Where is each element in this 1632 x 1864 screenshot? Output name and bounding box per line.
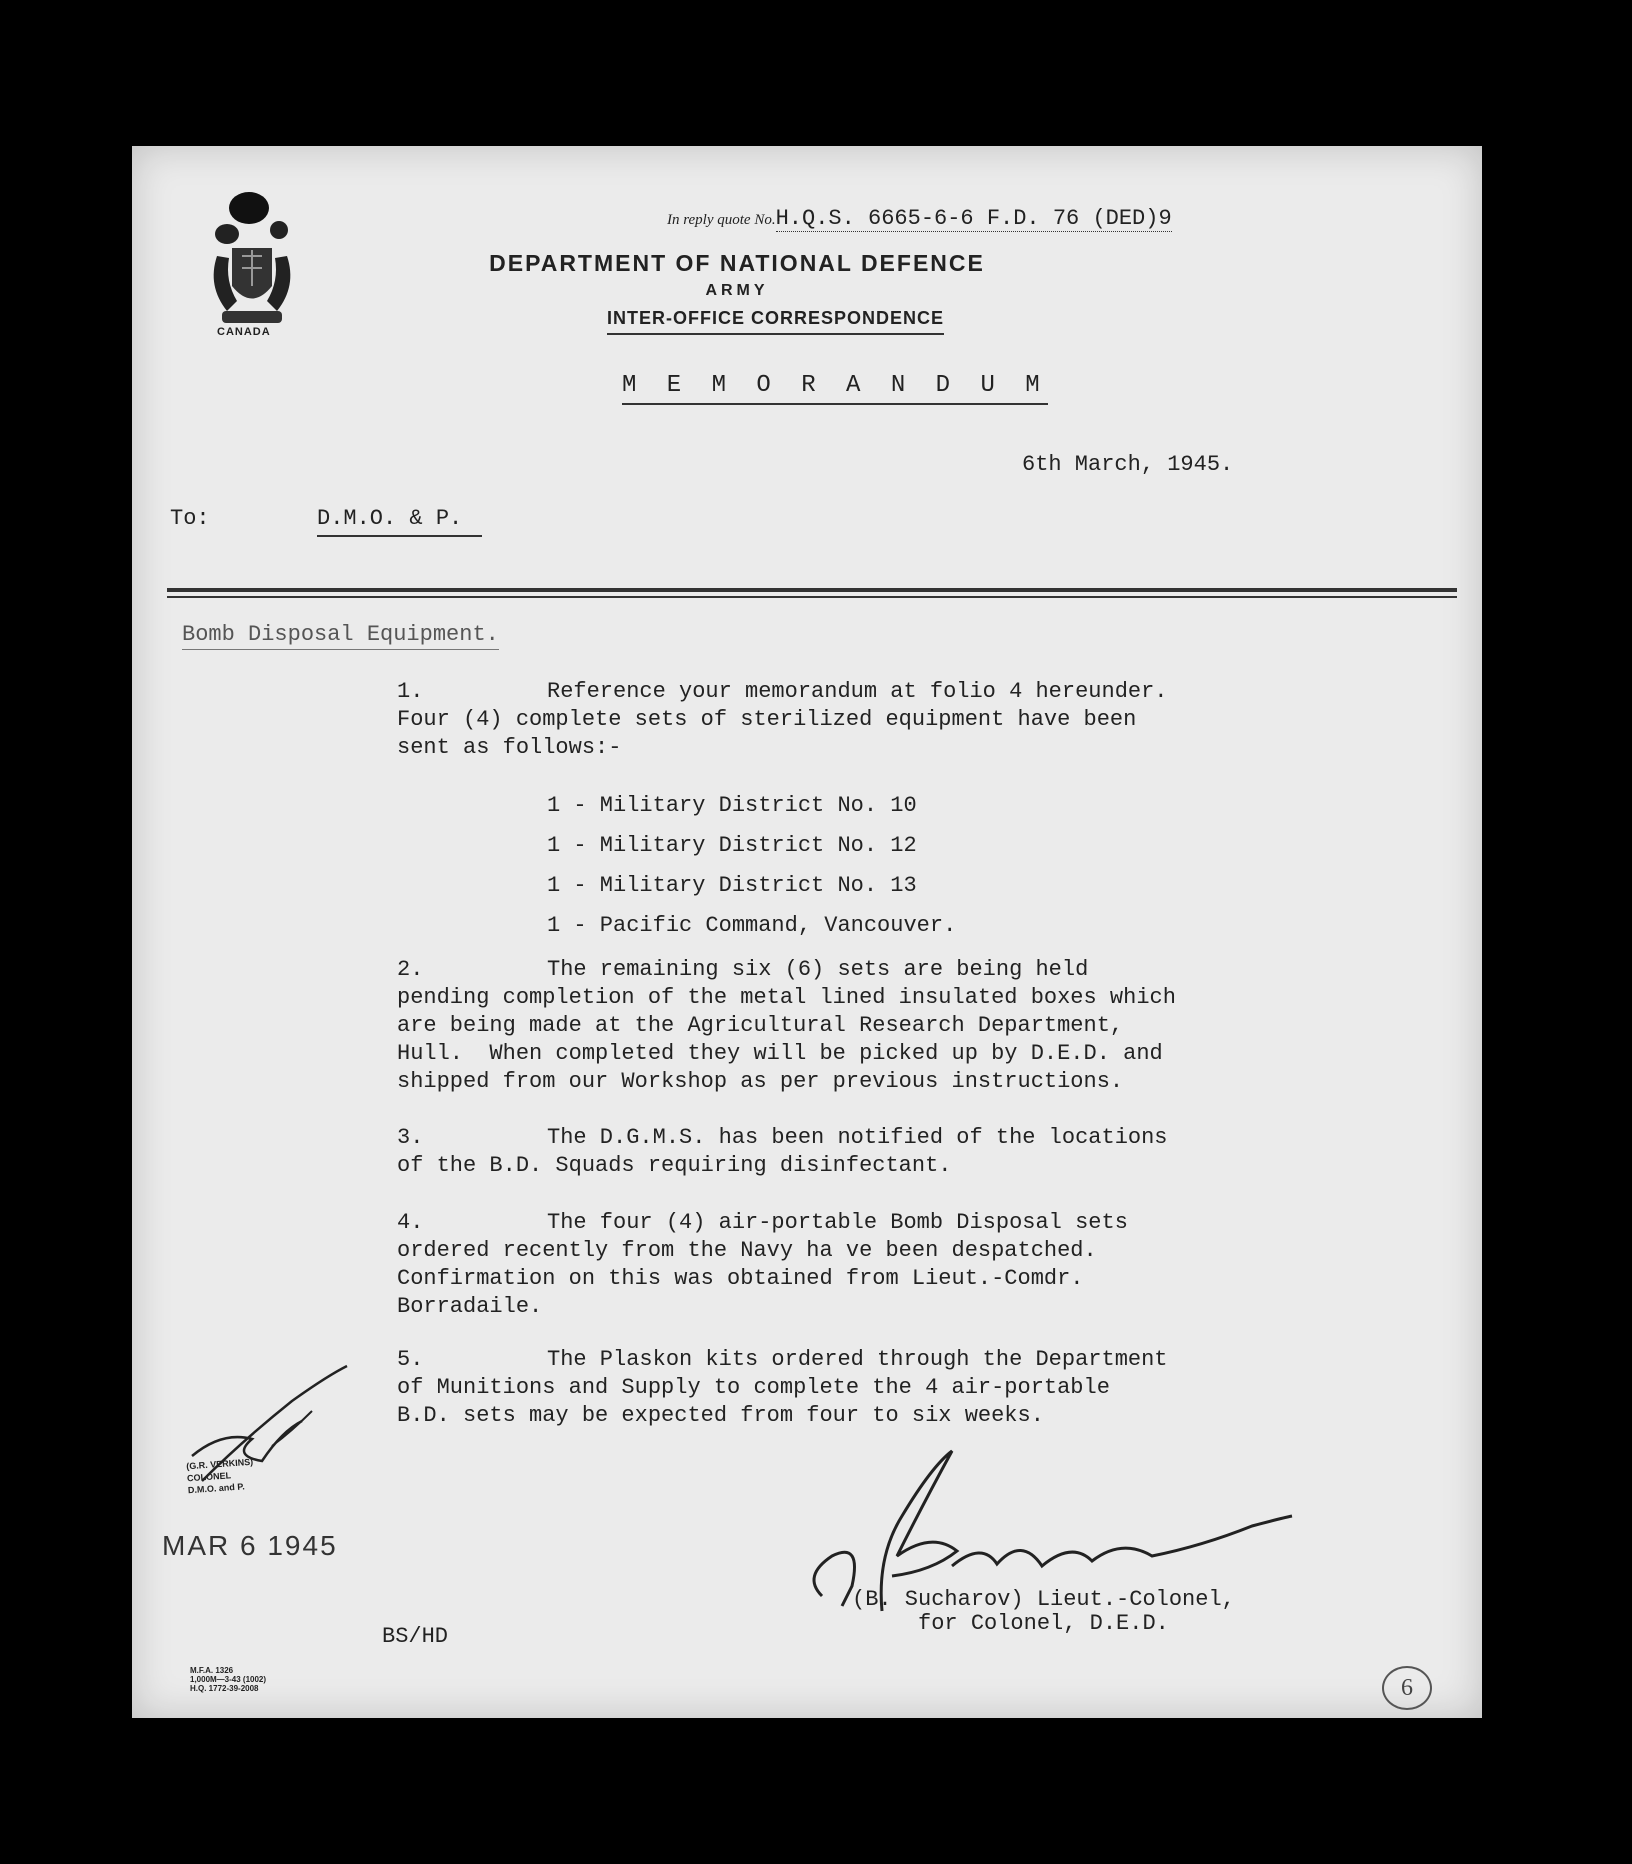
initials-scrawl-icon xyxy=(152,1361,372,1491)
reply-label: In reply quote No. xyxy=(667,212,776,228)
paragraph-number: 4. xyxy=(397,1210,424,1235)
divider-rule xyxy=(167,588,1457,592)
list-item: 1 - Military District No. 13 xyxy=(547,873,917,898)
paragraph-body: ordered recently from the Navy ha ve been despatched. Confirmation on this was obtained from Lieut.-Comdr. Borradaile. xyxy=(397,1238,1097,1319)
subject-line: Bomb Disposal Equipment. xyxy=(182,622,499,650)
footer-line: 1,000M—3-43 (1002) xyxy=(190,1675,267,1684)
crest-label: CANADA xyxy=(217,326,271,338)
paragraph-number: 5. xyxy=(397,1347,424,1372)
stamp-line: (G.R. VERKINS) xyxy=(185,1456,254,1472)
form-footer xyxy=(190,1666,266,1693)
footer-line: H.Q. 1772-39-2008 xyxy=(190,1684,259,1693)
paragraph-body: pending completion of the metal lined insulated boxes which are being made at the Agricultural Research Department, Hull. When completed they will be picked up by D.E.D. and shipped from our Workshop as per previous instructions. xyxy=(397,985,1176,1094)
correspondence-type: INTER-OFFICE CORRESPONDENCE xyxy=(607,308,944,335)
paragraph-number: 2. xyxy=(397,957,424,982)
paragraph-lead: The Plaskon kits ordered through the Department xyxy=(547,1347,1168,1372)
paragraph-lead: The remaining six (6) sets are being held xyxy=(547,957,1089,982)
divider-rule xyxy=(167,596,1457,598)
signature-name: (B. Sucharov) Lieut.-Colonel, xyxy=(852,1587,1235,1612)
list-item: 1 - Pacific Command, Vancouver. xyxy=(547,913,957,938)
stamp-line: D.M.O. and P. xyxy=(187,1481,245,1496)
paragraph-body: Four (4) complete sets of sterilized equipment have been sent as follows:- xyxy=(397,707,1137,760)
signature-block xyxy=(852,1588,1235,1636)
paragraph-lead: The four (4) air-portable Bomb Disposal sets xyxy=(547,1210,1128,1235)
approval-stamp xyxy=(186,1456,255,1497)
distribution-list xyxy=(547,786,956,946)
list-item: 1 - Military District No. 10 xyxy=(547,793,917,818)
stamp-line: COLONEL xyxy=(186,1470,232,1484)
reference-initials: BS/HD xyxy=(382,1624,449,1649)
reference-number: H.Q.S. 6665-6-6 F.D. 76 (DED)9 xyxy=(775,206,1172,231)
to-recipient: D.M.O. & P. xyxy=(317,506,482,537)
document-type: M E M O R A N D U M xyxy=(622,372,1048,405)
stamp-date: MAR 6 1945 xyxy=(162,1530,338,1561)
signature-title: for Colonel, D.E.D. xyxy=(918,1611,1169,1636)
list-item: 1 - Military District No. 12 xyxy=(547,833,917,858)
memo-date: 6th March, 1945. xyxy=(1022,452,1234,477)
paragraph-1 xyxy=(397,678,1407,762)
footer-line: M.F.A. 1326 xyxy=(190,1666,234,1675)
paragraph-body: of the B.D. Squads requiring disinfectant. xyxy=(397,1153,952,1178)
to-label: To: xyxy=(170,506,210,531)
reply-reference xyxy=(667,206,1172,231)
paragraph-4 xyxy=(397,1209,1407,1321)
paragraph-lead: The D.G.M.S. has been notified of the locations xyxy=(547,1125,1168,1150)
paragraph-lead: Reference your memorandum at folio 4 hereunder. xyxy=(547,679,1168,704)
branch-heading: ARMY xyxy=(705,282,769,299)
department-heading: DEPARTMENT OF NATIONAL DEFENCE xyxy=(489,250,985,276)
paragraph-5 xyxy=(397,1346,1407,1430)
paragraph-2 xyxy=(397,956,1407,1096)
folio-number: 6 xyxy=(1382,1666,1432,1710)
memo-page xyxy=(132,146,1482,1718)
paragraph-number: 1. xyxy=(397,679,424,704)
paragraph-body: of Munitions and Supply to complete the 4 air-portable B.D. sets may be expected from four to six weeks. xyxy=(397,1375,1110,1428)
paragraph-3 xyxy=(397,1124,1407,1180)
paragraph-number: 3. xyxy=(397,1125,424,1150)
